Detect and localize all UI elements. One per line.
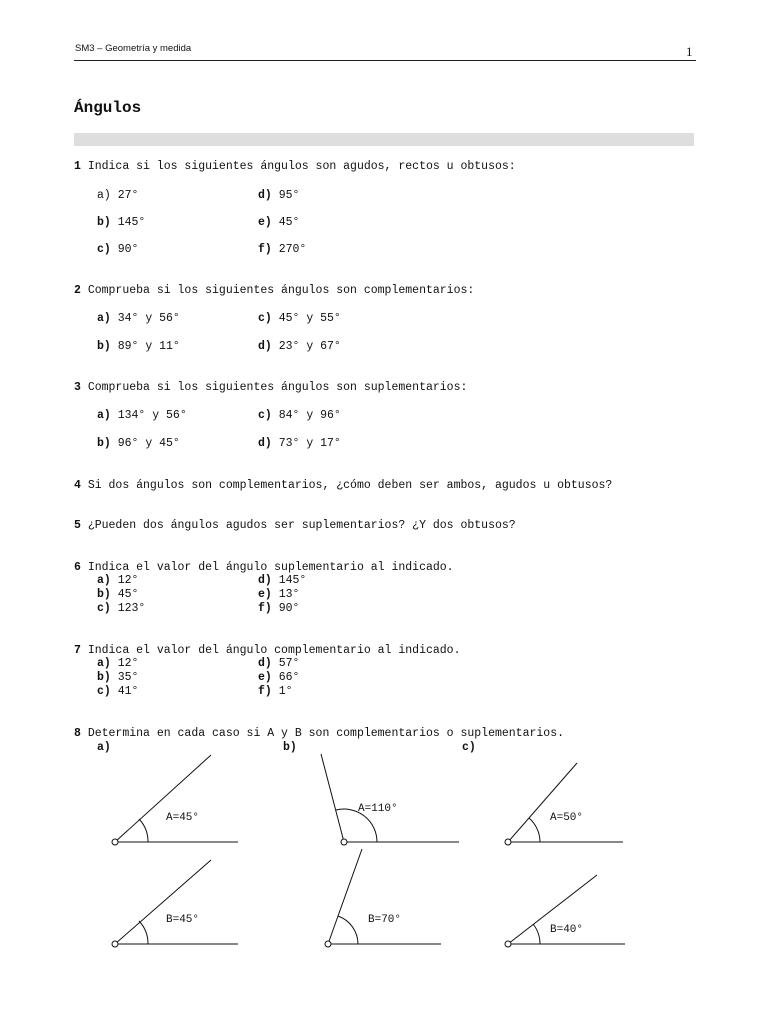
- angle-label-a-B: B=45°: [166, 914, 200, 926]
- item-label: b): [97, 216, 111, 229]
- question-text: Determina en cada caso si A y B son complementarios o suplementarios.: [87, 727, 564, 740]
- item-label: a): [97, 312, 111, 325]
- case-label-b: b): [283, 741, 297, 754]
- case-label-c: c): [462, 741, 476, 754]
- item-label: c): [97, 243, 111, 256]
- angle-label-c-B: B=40°: [550, 924, 584, 936]
- item-label: e): [258, 588, 272, 601]
- question-number: 2: [74, 284, 81, 297]
- item-label: a): [97, 189, 111, 202]
- item-label: b): [97, 437, 111, 450]
- item-value: 145°: [278, 574, 307, 587]
- item-label: d): [258, 437, 272, 450]
- item-label: a): [97, 657, 111, 670]
- item-value: 57°: [278, 657, 300, 670]
- item-label: c): [258, 409, 272, 422]
- item-value: 270°: [278, 243, 307, 256]
- question-text: Indica el valor del ángulo complementario al indicado.: [87, 644, 461, 657]
- item-label: f): [258, 602, 272, 615]
- question-number: 6: [74, 561, 81, 574]
- item-value: 73° y 17°: [278, 437, 341, 450]
- item-label: c): [97, 602, 111, 615]
- angle-label-b-A: A=110°: [358, 803, 398, 815]
- item-label: b): [97, 671, 111, 684]
- question-number: 7: [74, 644, 81, 657]
- question-text: Si dos ángulos son complementarios, ¿cómo deben ser ambos, agudos u obtusos?: [87, 479, 613, 492]
- angle-label-c-A: A=50°: [550, 812, 584, 824]
- item-label: a): [97, 574, 111, 587]
- item-value: 12°: [117, 574, 139, 587]
- item-value: 41°: [117, 685, 139, 698]
- item-label: d): [258, 340, 272, 353]
- figure-b-B: [325, 849, 441, 947]
- item-value: 90°: [278, 602, 300, 615]
- figure-c-B: [505, 875, 625, 947]
- item-label: d): [258, 574, 272, 587]
- header-page-number: 1: [686, 44, 693, 59]
- question-text: Indica si los siguientes ángulos son agudos, rectos u obtusos:: [87, 160, 516, 173]
- question-text: Indica el valor del ángulo suplementario al indicado.: [87, 561, 454, 574]
- item-value: 1°: [278, 685, 293, 698]
- item-value: 45° y 55°: [278, 312, 341, 325]
- item-label: f): [258, 243, 272, 256]
- item-value: 96° y 45°: [117, 437, 180, 450]
- item-value: 12°: [117, 657, 139, 670]
- item-value: 23° y 67°: [278, 340, 341, 353]
- question-number: 5: [74, 519, 81, 532]
- item-label: d): [258, 657, 272, 670]
- case-label-a: a): [97, 741, 111, 754]
- item-value: 66°: [278, 671, 300, 684]
- item-value: 35°: [117, 671, 139, 684]
- item-label: d): [258, 189, 272, 202]
- figure-a-B: [112, 860, 238, 947]
- item-label: f): [258, 685, 272, 698]
- item-label: b): [97, 340, 111, 353]
- item-value: 89° y 11°: [117, 340, 180, 353]
- question-text: Comprueba si los siguientes ángulos son complementarios:: [87, 284, 475, 297]
- figure-b-A: [321, 754, 459, 845]
- item-value: 13°: [278, 588, 300, 601]
- question-number: 4: [74, 479, 81, 492]
- item-value: 84° y 96°: [278, 409, 341, 422]
- item-value: 45°: [278, 216, 300, 229]
- item-value: 145°: [117, 216, 146, 229]
- question-number: 1: [74, 160, 81, 173]
- item-label: b): [97, 588, 111, 601]
- page-title: Ángulos: [74, 99, 142, 117]
- header-section-title: SM3 – Geometría y medida: [75, 43, 192, 54]
- item-label: e): [258, 671, 272, 684]
- question-text: Comprueba si los siguientes ángulos son suplementarios:: [87, 381, 468, 394]
- question-text: ¿Pueden dos ángulos agudos ser suplementarios? ¿Y dos obtusos?: [87, 519, 516, 532]
- item-value: 134° y 56°: [117, 409, 187, 422]
- angle-label-a-A: A=45°: [166, 812, 200, 824]
- item-value: 123°: [117, 602, 146, 615]
- figure-c-A: [505, 763, 623, 845]
- item-value: 27°: [117, 189, 139, 202]
- figure-a-A: [112, 755, 238, 845]
- item-value: 45°: [117, 588, 139, 601]
- item-value: 95°: [278, 189, 300, 202]
- item-label: a): [97, 409, 111, 422]
- item-label: c): [258, 312, 272, 325]
- item-value: 90°: [117, 243, 139, 256]
- item-label: c): [97, 685, 111, 698]
- question-number: 3: [74, 381, 81, 394]
- angle-label-b-B: B=70°: [368, 914, 402, 926]
- item-value: 34° y 56°: [117, 312, 180, 325]
- item-label: e): [258, 216, 272, 229]
- question-number: 8: [74, 727, 81, 740]
